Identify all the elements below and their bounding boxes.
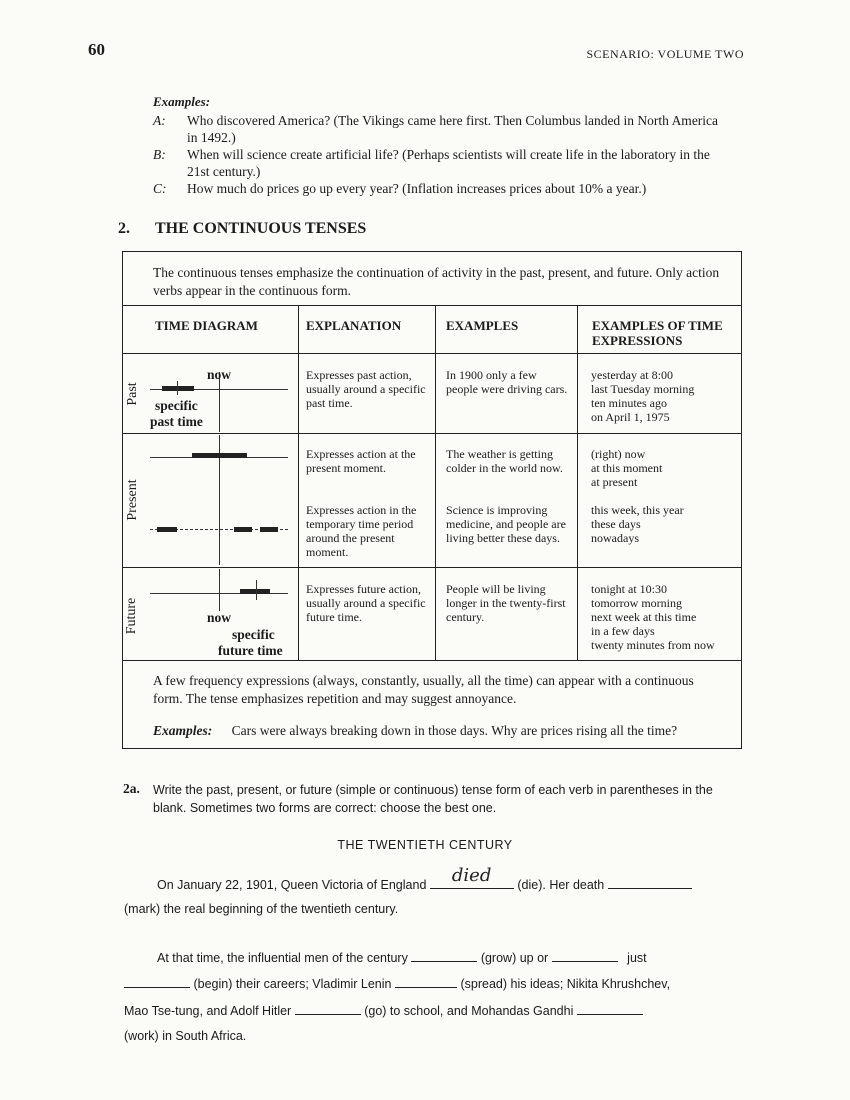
- diagram-now-label: now: [207, 367, 232, 382]
- story-text: At that time, the influential men of the century: [157, 951, 408, 965]
- table-divider: [122, 567, 742, 568]
- expression: twenty minutes from now: [591, 638, 715, 652]
- header-examples: EXAMPLES: [446, 318, 519, 333]
- story-text: Mao Tse-tung, and Adolf Hitler: [124, 1004, 292, 1018]
- story-line: [124, 902, 398, 916]
- story-line: [157, 950, 647, 965]
- present-explanation-2: Expresses action in the temporary time period around the present moment.: [306, 503, 417, 559]
- header-explanation: EXPLANATION: [306, 318, 402, 333]
- present-example-2: Science is improving medicine, and people are living better these days.: [446, 503, 566, 545]
- story-text: (grow) up or: [480, 951, 549, 965]
- example-item: [153, 112, 723, 146]
- example-letter: C:: [153, 181, 167, 196]
- section-title: THE CONTINUOUS TENSES: [155, 220, 367, 237]
- table-intro: The continuous tenses emphasize the continuation of activity in the past, present, and future. Only action verbs appear in the continuous form.: [153, 265, 720, 298]
- example-text: How much do prices go up every year? (Inflation increases prices about 10% a year.): [187, 181, 647, 196]
- expression: at this moment: [591, 461, 663, 475]
- action-bar: [240, 589, 270, 594]
- diagram-specific-label: past time: [150, 414, 203, 429]
- handwritten-answer: died: [451, 865, 492, 886]
- story-title: THE TWENTIETH CENTURY: [337, 838, 513, 852]
- row-label-past: Past: [125, 382, 140, 406]
- expression: tonight at 10:30: [591, 582, 667, 596]
- expression: nowadays: [591, 531, 639, 545]
- note-examples: [153, 723, 728, 739]
- exercise-instructions: Write the past, present, or future (simple or continuous) tense form of each verb in parentheses in the blank. Sometimes two forms are correct: choose the best one.: [153, 783, 713, 815]
- answer-blank[interactable]: [395, 976, 457, 988]
- story-text: (work) in South Africa.: [124, 1029, 247, 1043]
- action-bar: [157, 527, 177, 532]
- diagram-specific-label: specific: [155, 398, 198, 413]
- table-divider: [435, 305, 436, 660]
- answer-blank[interactable]: [608, 877, 692, 889]
- diagram-now-label: now: [207, 610, 232, 625]
- story-line: [157, 865, 692, 892]
- answer-blank[interactable]: [124, 976, 190, 988]
- frequency-note: A few frequency expressions (always, constantly, usually, all the time) can appear with a continuous form. The tense emphasizes repetition and may suggest annoyance.: [153, 673, 694, 706]
- table-divider: [122, 353, 742, 354]
- page-number: 60: [88, 40, 105, 59]
- diagram-specific-label: future time: [218, 643, 283, 658]
- example-letter: B:: [153, 147, 166, 162]
- expression: last Tuesday morning: [591, 382, 695, 396]
- expression: ten minutes ago: [591, 396, 667, 410]
- action-bar: [260, 527, 278, 532]
- story-text: (spread) his ideas; Nikita Khrushchev,: [460, 977, 671, 991]
- answer-blank[interactable]: [577, 1003, 643, 1015]
- table-divider: [577, 305, 578, 660]
- action-bar: [234, 527, 252, 532]
- action-bar: [192, 453, 247, 458]
- section-number: 2.: [118, 220, 130, 237]
- present-expressions-2: [591, 503, 739, 545]
- row-label-future: Future: [124, 597, 139, 635]
- table-divider: [122, 433, 742, 434]
- expression: tomorrow morning: [591, 596, 682, 610]
- specific-time-tick: [177, 381, 178, 395]
- expression: this week, this year: [591, 503, 684, 517]
- example-text: Who discovered America? (The Vikings came here first. Then Columbus landed in North America in 1492.): [187, 113, 719, 145]
- table-divider: [122, 660, 742, 661]
- story-line: [124, 976, 670, 991]
- present-explanation-1: Expresses action at the present moment.: [306, 447, 416, 475]
- future-expressions: [591, 582, 741, 652]
- table-divider: [122, 305, 742, 306]
- note-examples-label: Examples:: [153, 723, 213, 738]
- story-line: [124, 1029, 246, 1043]
- row-label-present: Present: [125, 479, 140, 521]
- future-example: People will be living longer in the twenty-first century.: [446, 582, 566, 624]
- table-divider: [298, 305, 299, 660]
- story-text: just: [627, 951, 647, 965]
- story-text: (die). Her death: [517, 878, 605, 892]
- examples-title: Examples:: [153, 94, 211, 109]
- specific-time-tick: [256, 580, 257, 600]
- past-example: In 1900 only a few people were driving cars.: [446, 368, 568, 396]
- action-bar: [162, 386, 194, 391]
- story-line: [124, 1003, 643, 1018]
- example-letter: A:: [153, 113, 166, 128]
- story-text: On January 22, 1901, Queen Victoria of England: [157, 878, 427, 892]
- header-time-expressions: EXAMPLES OF TIME EXPRESSIONS: [592, 318, 723, 348]
- past-explanation: Expresses past action, usually around a specific past time.: [306, 368, 426, 410]
- expression: in a few days: [591, 624, 655, 638]
- answer-blank[interactable]: [295, 1003, 361, 1015]
- expression: on April 1, 1975: [591, 410, 670, 424]
- now-marker: [219, 569, 220, 611]
- story-text: (begin) their careers; Vladimir Lenin: [193, 977, 392, 991]
- answer-blank[interactable]: [411, 950, 477, 962]
- example-text: When will science create artificial life? (Perhaps scientists will create life in the laboratory in the 21st century.): [187, 147, 710, 179]
- header-time-diagram: TIME DIAGRAM: [155, 318, 258, 333]
- present-expressions-1: [591, 447, 739, 489]
- answer-blank[interactable]: [552, 950, 618, 962]
- expression: at present: [591, 475, 638, 489]
- answer-blank[interactable]: [430, 865, 514, 889]
- exercise-number: 2a.: [123, 781, 140, 796]
- future-explanation: Expresses future action, usually around a specific future time.: [306, 582, 426, 624]
- expression: (right) now: [591, 447, 646, 461]
- expression: these days: [591, 517, 641, 531]
- story-text: (mark) the real beginning of the twentieth century.: [124, 902, 399, 916]
- example-item: [153, 146, 723, 180]
- example-item: [153, 180, 723, 197]
- running-head: SCENARIO: VOLUME TWO: [586, 47, 744, 61]
- expression: next week at this time: [591, 610, 697, 624]
- past-expressions: [591, 368, 739, 424]
- expression: yesterday at 8:00: [591, 368, 673, 382]
- story-text: (go) to school, and Mohandas Gandhi: [364, 1004, 574, 1018]
- diagram-specific-label: specific: [232, 627, 275, 642]
- present-example-1: The weather is getting colder in the world now.: [446, 447, 563, 475]
- note-examples-text: Cars were always breaking down in those days. Why are prices rising all the time?: [231, 723, 678, 738]
